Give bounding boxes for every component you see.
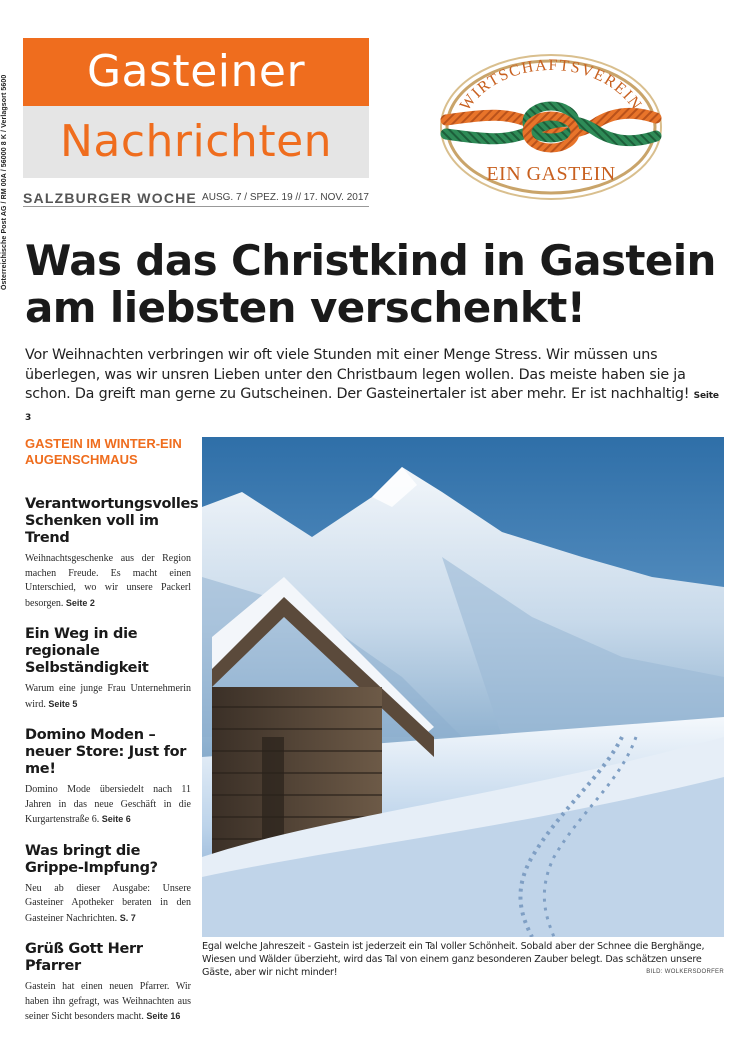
photo-credit: BILD: WOLKERSDORFER xyxy=(646,969,724,975)
teaser-page-ref: S. 7 xyxy=(119,912,136,923)
issue-info: AUSG. 7 / SPEZ. 19 // 17. NOV. 2017 xyxy=(202,192,369,203)
teaser-text xyxy=(25,783,191,828)
masthead-subline xyxy=(23,186,369,207)
teaser-title: Verantwortungsvolles Schenken voll im Trend xyxy=(25,496,199,546)
lead-page-ref: Seite 3 xyxy=(25,391,719,423)
teaser-title: Grüß Gott Herr Pfarrer xyxy=(25,941,143,974)
lead-paragraph xyxy=(25,346,725,428)
teaser-title: Domino Moden – neuer Store: Just for me! xyxy=(25,727,187,777)
teaser-text xyxy=(25,882,191,927)
masthead-title-line1: Gasteiner xyxy=(23,38,369,106)
teaser-item[interactable] xyxy=(25,626,191,712)
masthead-subtitle: SALZBURGER WOCHE xyxy=(23,190,197,206)
masthead xyxy=(23,38,369,178)
teaser-page-ref: Seite 5 xyxy=(48,698,78,709)
wirtschaftsverein-logo xyxy=(438,52,664,202)
teaser-body: Neu ab dieser Ausgabe: Unsere Gasteiner Apotheker beraten in den Gasteiner Nachrichten. xyxy=(25,882,191,924)
photo-caption: Egal welche Jahreszeit - Gastein ist jederzeit ein Tal voller Schönheit. Sobald aber der Schnee die Berghänge, Wiesen und Wälder überzieht, wird das Tal von einem ganz besonderen Zauber belegt. Das schätzen unsere Gäste, aber wir nicht minder! xyxy=(202,941,705,979)
teaser-title: Was bringt die Grippe-Impfung? xyxy=(25,842,158,876)
teaser-text xyxy=(25,980,191,1025)
main-headline: Was das Christkind in Gastein am liebsten verschenkt! xyxy=(25,236,716,332)
postal-imprint: Österreichische Post AG / RM 00A / 56000 8 K / Verlagsort 5600 xyxy=(1,74,8,290)
logo-arc-text: WIRTSCHAFTSVEREIN xyxy=(456,56,646,114)
teaser-body: Domino Mode übersiedelt nach 11 Jahren in das neue Geschäft in die Kurgartenstraße 6. xyxy=(25,784,191,825)
teaser-item[interactable] xyxy=(25,727,191,828)
teaser-page-ref: Seite 2 xyxy=(65,597,95,608)
teaser-page-ref: Seite 6 xyxy=(101,814,131,824)
teaser-page-ref: Seite 16 xyxy=(146,1011,181,1021)
winter-hut-photo xyxy=(202,437,724,937)
masthead-title-line2: Nachrichten xyxy=(23,106,369,178)
teaser-item[interactable] xyxy=(25,496,199,611)
logo-name: EIN GASTEIN xyxy=(486,163,616,185)
teaser-body: Gastein hat einen neuen Pfarrer. Wir haben ihn gefragt, was Weihnachten aus seiner Sicht besonders macht. xyxy=(25,981,191,1022)
teaser-body: Warum eine junge Frau Unternehmerin wird. xyxy=(25,683,191,710)
lead-text: Vor Weihnachten verbringen wir oft viele Stunden mit einer Menge Stress. Wir müssen uns überlegen, was wir unsren Lieben unter den Christbaum legen wollen. Das meiste haben sie ja schon. Da greift man gerne zu Gutscheinen. Der Gasteinertaler ist aber mehr. Er ist nachhaltig! xyxy=(25,347,690,402)
teaser-text xyxy=(25,682,191,712)
teaser-text xyxy=(25,552,191,611)
sidebar-kicker: GASTEIN IM WINTER-EIN AUGENSCHMAUS xyxy=(25,436,182,467)
teaser-item[interactable] xyxy=(25,941,191,1025)
teaser-sidebar xyxy=(25,436,199,1040)
teaser-title: Ein Weg in die regionale Selbständigkeit xyxy=(25,626,149,676)
teaser-item[interactable] xyxy=(25,843,191,927)
teaser-body: Weihnachtsgeschenke aus der Region machen Freude. Es macht einen Unterschied, wo wir unsere Packerl besorgen. xyxy=(25,553,191,609)
